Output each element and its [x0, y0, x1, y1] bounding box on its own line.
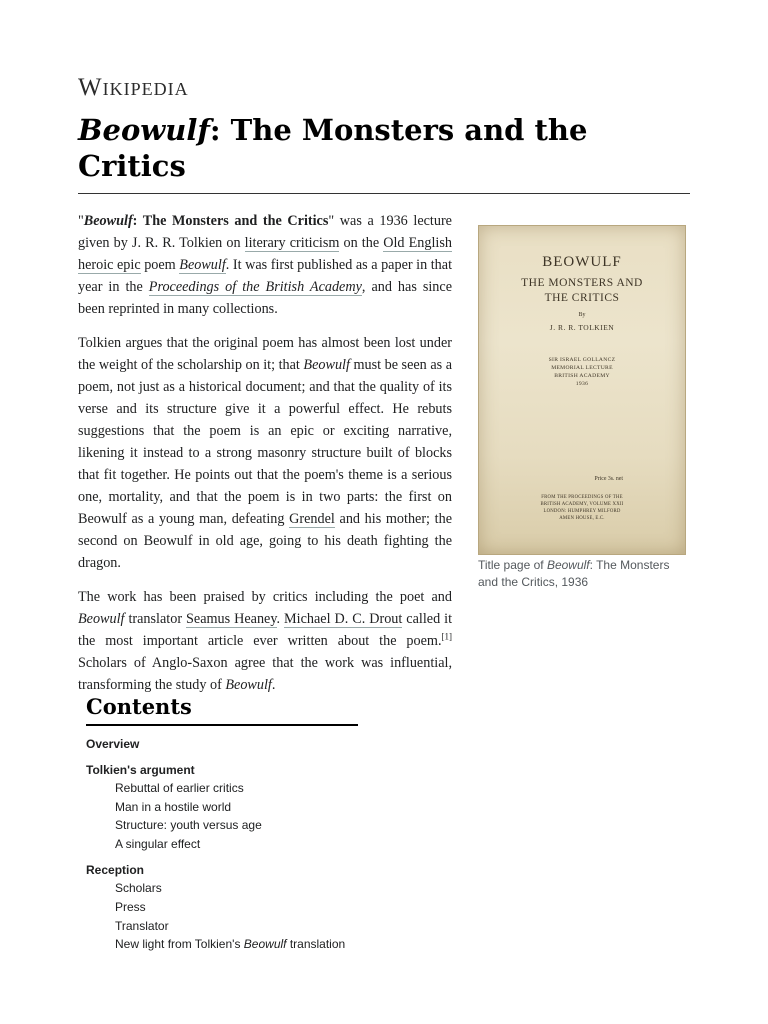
- toc-item-new-light[interactable]: New light from Tolkien's Beowulf translation: [115, 937, 346, 952]
- link-beowulf[interactable]: Beowulf: [179, 257, 226, 273]
- toc-heading: Contents: [86, 694, 358, 726]
- toc-item-translator[interactable]: Translator: [115, 918, 169, 933]
- toc-item-hostile-world[interactable]: Man in a hostile world: [115, 799, 232, 814]
- link-old-english-heroic-epic[interactable]: Old English heroic epic: [78, 235, 452, 273]
- table-of-contents: [86, 694, 358, 954]
- title-rest: : The Monsters and the Critics: [78, 113, 588, 183]
- link-grendel[interactable]: Grendel: [289, 511, 335, 527]
- link-literary-criticism[interactable]: literary criticism: [244, 235, 340, 251]
- cover-author: J. R. R. TOLKIEN: [549, 323, 615, 332]
- title-italic: Beowulf: [78, 113, 210, 147]
- link-seamus-heaney[interactable]: Seamus Heaney: [186, 611, 277, 627]
- cover-imprint: FROM THE PROCEEDINGS OF THE BRITISH ACADEMY, VOLUME XXII LONDON: HUMPHREY MILFORD AMEN HOUSE, E.C.: [540, 495, 624, 521]
- cover-by: By: [578, 312, 586, 318]
- toc-item-structure[interactable]: Structure: youth versus age: [115, 818, 262, 833]
- intro-paragraph-1: "Beowulf: The Monsters and the Critics" was a 1936 lecture given by J. R. R. Tolkien on literary criticism on the Old English heroic epic poem Beowulf. It was first published as a paper in that year in the Proceedings of the British Academy, and has since been reprinted in many collections.: [78, 213, 453, 317]
- link-proceedings-british-academy[interactable]: Proceedings of the British Academy: [148, 279, 362, 295]
- page-title: [78, 112, 690, 184]
- toc-item-overview[interactable]: Overview: [86, 737, 140, 751]
- toc-item-tolkiens-argument[interactable]: Tolkien's argument: [86, 763, 195, 777]
- toc-item-rebuttal[interactable]: Rebuttal of earlier critics: [115, 781, 244, 795]
- image-caption: Title page of Beowulf: The Monsters and the Critics, 1936: [478, 558, 670, 589]
- intro-paragraph-3: The work has been praised by critics including the poet and Beowulf translator Seamus Heaney. Michael D. C. Drout called it the most important article ever written about the poem.[1] Scholars of Anglo-Saxon agree that the work was influential, transforming the study of Beowulf.: [78, 589, 453, 693]
- cover-price: Price 3s. net: [594, 476, 623, 482]
- toc-list: [86, 735, 358, 954]
- toc-item-press[interactable]: Press: [115, 899, 146, 914]
- toc-item-singular-effect[interactable]: A singular effect: [115, 836, 201, 851]
- toc-item-scholars[interactable]: Scholars: [115, 881, 162, 896]
- bold-title: Beowulf: The Monsters and the Critics: [83, 213, 329, 229]
- intro-paragraph-2: Tolkien argues that the original poem has almost been lost under the weight of the scholarship on it; that Beowulf must be seen as a poem, not just as a historical document; and that the quality of its verse and its structure give it a powerful effect. He rebuts suggestions that the poem is an epic or exciting narrative, likening it instead to a strong masonry structure built of blocks that fit together. He points out that the poem's theme is a serious one, mortality, and that the poem is in two parts: the first on Beowulf as a young man, defeating Grendel and his mother; the second on Beowulf in old age, going to his death fighting the dragon.: [78, 335, 452, 571]
- wikipedia-logo[interactable]: Wikipedia: [78, 74, 189, 101]
- link-michael-drout[interactable]: Michael D. C. Drout: [284, 611, 403, 627]
- cover-title: BEOWULF: [542, 254, 622, 270]
- reference-1[interactable]: [1]: [441, 631, 452, 642]
- title-page-image[interactable]: [478, 225, 686, 555]
- cover-subtitle: THE MONSTERS AND THE CRITICS: [521, 277, 643, 304]
- toc-item-reception[interactable]: Reception: [86, 863, 145, 878]
- cover-lecture-info: SIR ISRAEL GOLLANCZ MEMORIAL LECTURE BRITISH ACADEMY 1936: [548, 357, 616, 387]
- article-body: [78, 210, 452, 708]
- title-divider: [78, 193, 690, 194]
